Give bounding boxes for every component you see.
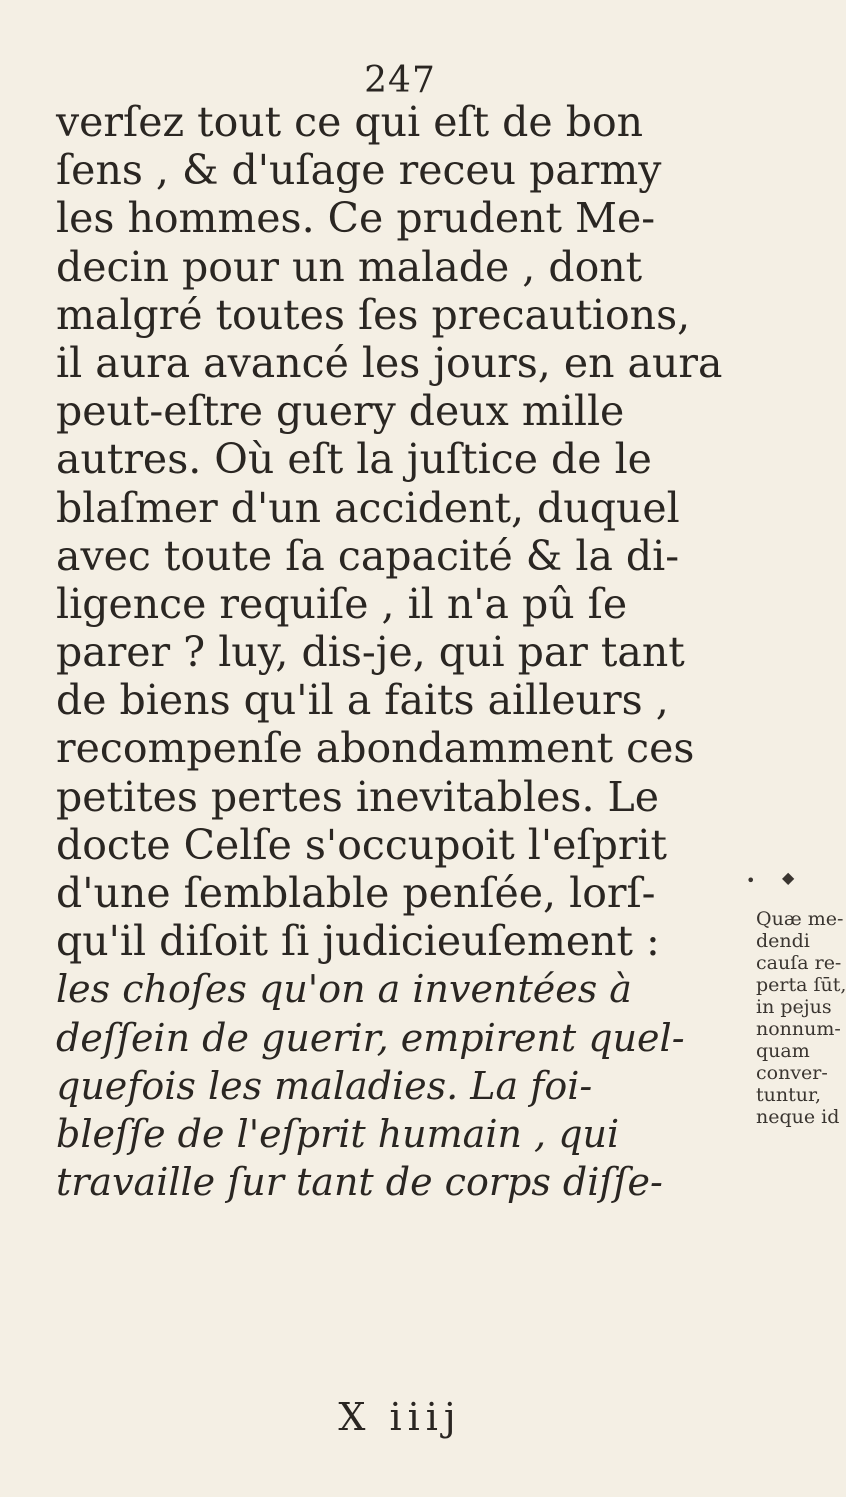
margin-note-line: Quæ me- [756, 908, 844, 930]
quotation-line: quefois les maladies. La foi- [56, 1063, 593, 1108]
text-line: il aura avancé les jours, en aura [56, 338, 723, 387]
text-line: ligence requiſe , il n'a pû ſe [56, 579, 628, 628]
margin-note-line: neque id [756, 1106, 840, 1128]
text-line: malgré toutes ſes precautions, [56, 290, 691, 339]
text-line: blaſmer d'un accident, duquel [56, 483, 680, 532]
quotation-line: bleſſe de l'eſprit humain , qui [56, 1111, 620, 1156]
text-line: recompenſe abondamment ces [56, 724, 695, 773]
quotation-line: les choſes qu'on a inventées à [56, 967, 632, 1012]
text-line: verſez tout ce qui eſt de bon [56, 98, 644, 146]
quotation-line: deſſein de guerir, empirent quel- [56, 1015, 685, 1060]
text-line: qu'il diſoit ſi judicieuſement : [56, 917, 660, 966]
margin-pointer-icon: ◆ [782, 868, 795, 887]
margin-note-line: in pejus [756, 996, 832, 1018]
margin-note-line: dendi [756, 930, 810, 952]
text-line: parer ? luy, dis-je, qui par tant [56, 628, 685, 677]
margin-dot-icon: • [746, 871, 756, 890]
main-text-block [56, 98, 746, 1206]
text-line: avec toute ſa capacité & la di- [56, 531, 680, 580]
text-line: autres. Où eſt la juſtice de le [56, 435, 652, 484]
margin-note-line: tuntur, [756, 1084, 822, 1106]
text-line: docte Celſe s'occupoit l'eſprit [56, 820, 668, 869]
quotation-line: travaille ſur tant de corps diſſe- [56, 1160, 663, 1205]
margin-note-line: cauſa re- [756, 952, 842, 974]
text-line: les hommes. Ce prudent Me- [56, 194, 656, 243]
page-number: 247 [364, 60, 436, 101]
text-line: de biens qu'il a faits ailleurs , [56, 676, 669, 725]
margin-note-line: perta ſūt, [756, 974, 846, 996]
text-line: petites pertes inevitables. Le [56, 772, 660, 821]
signature-mark: X iiij [338, 1395, 462, 1439]
margin-note-line: conver- [756, 1062, 828, 1084]
text-line: decin pour un malade , dont [56, 242, 643, 291]
text-line: ſens , & d'uſage receu parmy [56, 146, 662, 195]
margin-note-line: quam [756, 1040, 810, 1062]
text-line: peut-eſtre guery deux mille [56, 387, 625, 436]
text-line: d'une ſemblable penſée, lorſ- [56, 869, 656, 917]
margin-note-line: nonnum- [756, 1018, 841, 1040]
margin-note [756, 908, 846, 1128]
